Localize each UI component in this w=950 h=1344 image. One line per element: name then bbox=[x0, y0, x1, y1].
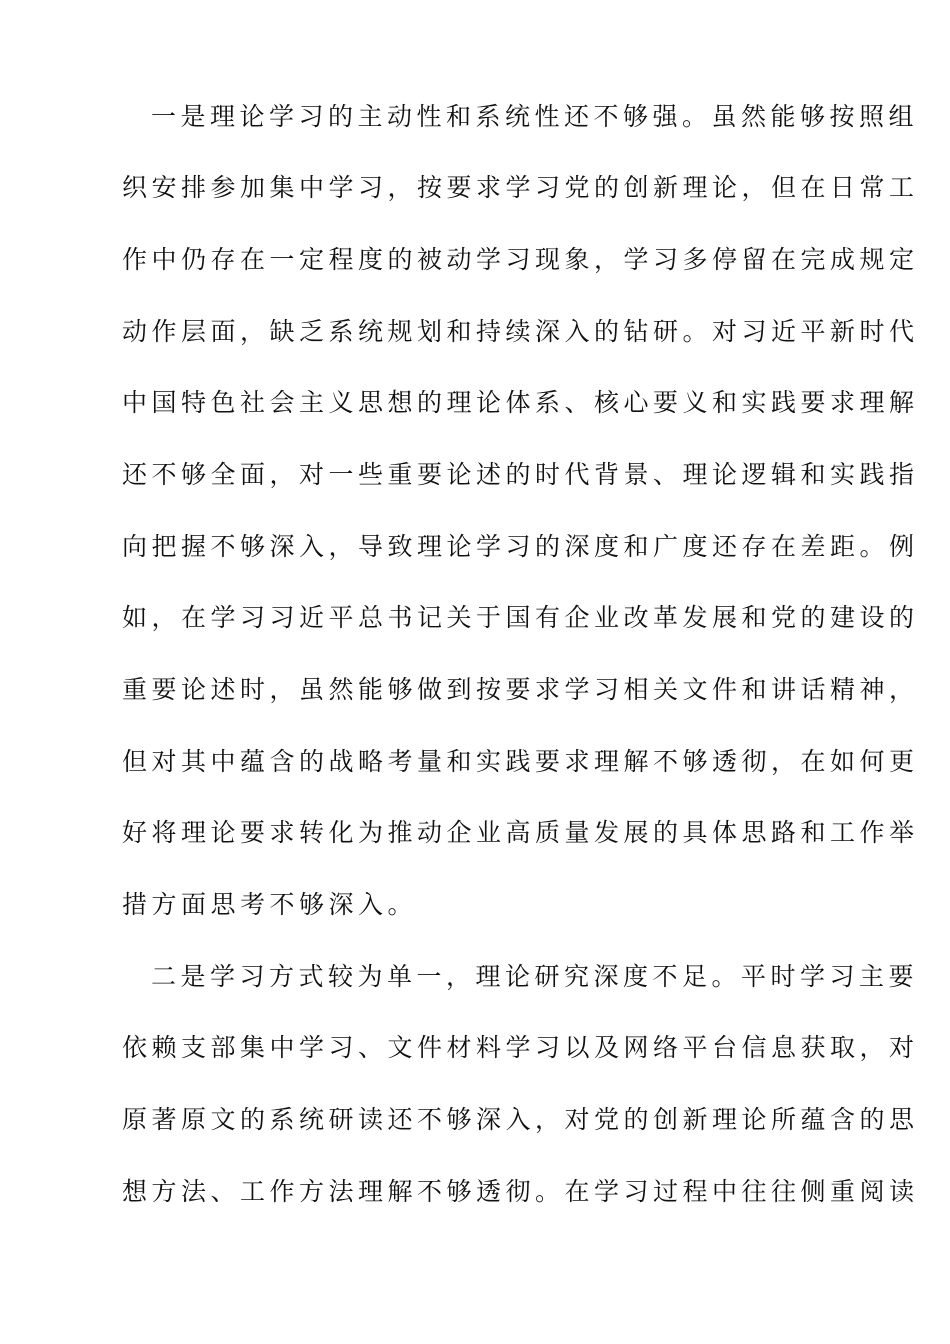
text-line: 二是学习方式较为单一，理论研究深度不足。平时学习主要 bbox=[151, 962, 919, 991]
text-line: 原著原文的系统研读还不够深入，对党的创新理论所蕴含的思 bbox=[122, 1105, 919, 1134]
text-line: 动作层面，缺乏系统规划和持续深入的钻研。对习近平新时代 bbox=[122, 317, 919, 346]
text-line: 但对其中蕴含的战略考量和实践要求理解不够透彻，在如何更 bbox=[122, 747, 919, 776]
text-line: 向把握不够深入，导致理论学习的深度和广度还存在差距。例 bbox=[122, 532, 919, 561]
text-line: 重要论述时，虽然能够做到按要求学习相关文件和讲话精神， bbox=[122, 675, 919, 704]
text-line: 如，在学习习近平总书记关于国有企业改革发展和党的建设的 bbox=[122, 603, 919, 632]
text-line: 一是理论学习的主动性和系统性还不够强。虽然能够按照组 bbox=[151, 102, 919, 131]
text-line: 好将理论要求转化为推动企业高质量发展的具体思路和工作举 bbox=[122, 818, 919, 847]
text-line: 依赖支部集中学习、文件材料学习以及网络平台信息获取，对 bbox=[122, 1033, 919, 1062]
text-line: 作中仍存在一定程度的被动学习现象，学习多停留在完成规定 bbox=[122, 245, 919, 274]
text-line: 中国特色社会主义思想的理论体系、核心要义和实践要求理解 bbox=[122, 388, 919, 417]
text-line: 还不够全面，对一些重要论述的时代背景、理论逻辑和实践指 bbox=[122, 460, 919, 489]
text-line: 想方法、工作方法理解不够透彻。在学习过程中往往侧重阅读 bbox=[122, 1177, 919, 1206]
text-line: 织安排参加集中学习，按要求学习党的创新理论，但在日常工 bbox=[122, 173, 919, 202]
text-line: 措方面思考不够深入。 bbox=[122, 890, 418, 919]
